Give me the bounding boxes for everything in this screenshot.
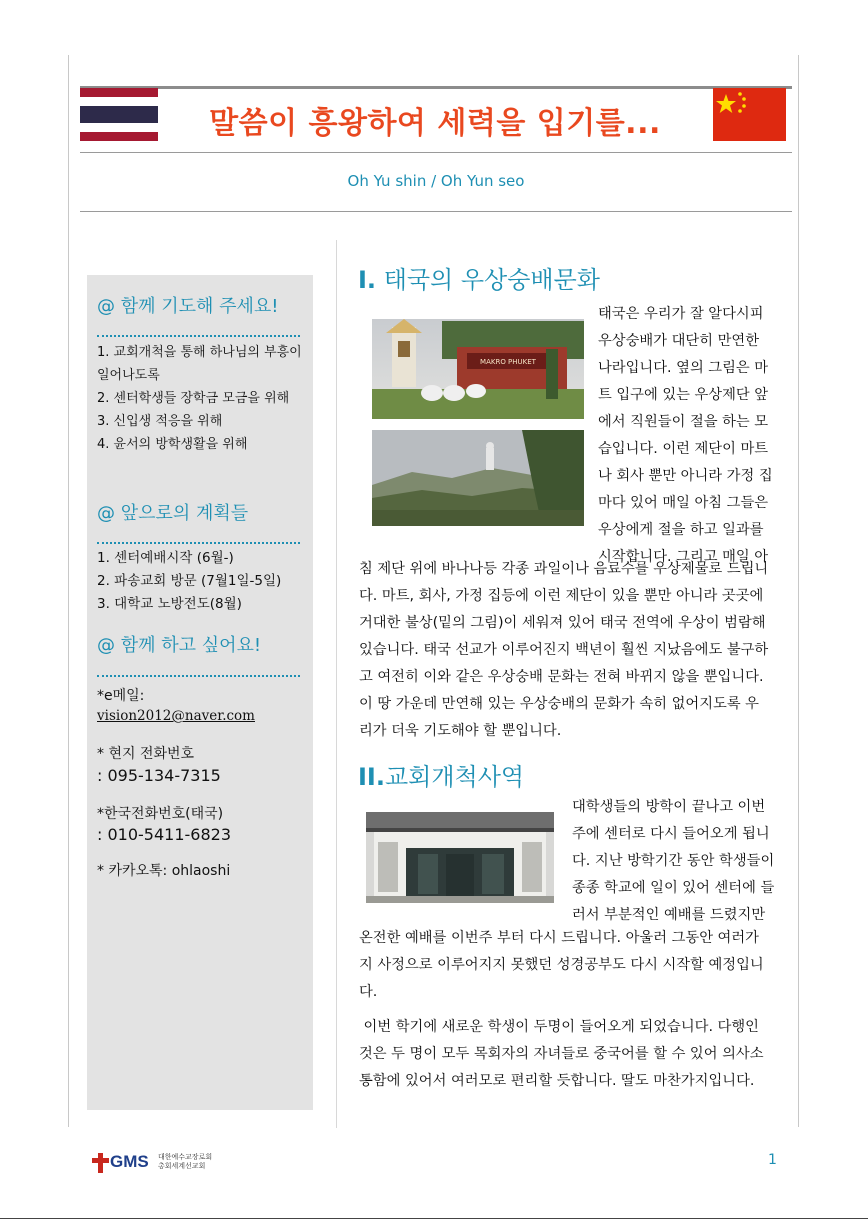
text-line: 우상숭배가 대단히 만연한 [598, 333, 760, 349]
text-line: 이 땅 가운데 만연해 있는 우상숭배의 문화가 속히 없어지도록 우 [359, 696, 759, 712]
section-2-full-paragraph [359, 925, 789, 1006]
text-line: 침 제단 위에 바나나등 각종 과일이나 음료수를 우상제물로 드립니 [359, 561, 769, 577]
gms-org-name [158, 1153, 212, 1171]
section-2-second-paragraph [359, 1014, 789, 1095]
text-line: 시작합니다. 그리고 매일 아 [598, 549, 769, 565]
text-line: 이번 학기에 새로운 학생이 두명이 들어오게 되었습니다. 다행인 [359, 1019, 759, 1035]
column-divider [336, 240, 337, 1128]
text-line: 습입니다. 이런 제단이 마트 [598, 441, 769, 457]
text-line: 태국은 우리가 잘 알다시피 [598, 306, 764, 322]
section-1-full-paragraph [359, 556, 789, 745]
author-names: Oh Yu shin / Oh Yun seo [347, 172, 525, 190]
prayer-heading: @ 함께 기도해 주세요! [97, 296, 279, 317]
buddha-landscape-photo [372, 430, 584, 526]
text-line: 나라입니다. 옆의 그림은 마 [598, 360, 769, 376]
gms-logo-text: GMS [110, 1152, 149, 1171]
header-rule [80, 152, 792, 153]
cross-icon [90, 1152, 112, 1174]
subtitle-rule [80, 211, 792, 212]
text-line: 지 사정으로 이루어지지 못했던 성경공부도 다시 시작할 예정입니 [359, 957, 764, 973]
local-phone: : 095-134-7315 [97, 766, 221, 785]
title-top-bar [80, 86, 792, 89]
text-line: 리가 더욱 기도해야 할 뿐입니다. [359, 723, 562, 739]
list-item: 2. 센터학생들 장학금 모금을 위해 [97, 391, 290, 406]
page-margin-left [68, 55, 69, 1127]
prayer-divider [97, 335, 300, 337]
text-line: 통함에 있어서 여러모로 편리할 듯합니다. 딸도 마찬가지입니다. [359, 1073, 755, 1089]
list-item: 3. 대학교 노방전도(8월) [97, 596, 242, 612]
org-line: 대한예수교장로회 [158, 1153, 213, 1161]
text-line: 다. 마트, 회사, 가정 집등에 이런 제단이 있을 뿐만 아니라 곳곳에 [359, 588, 764, 604]
korea-phone: : 010-5411-6823 [97, 825, 231, 844]
list-item: 4. 윤서의 방학생활을 위해 [97, 437, 248, 452]
list-item: 1. 센터예배시작 (6월-) [97, 550, 234, 566]
text-line: 대학생들의 방학이 끝나고 이번 [572, 799, 766, 815]
text-line: 것은 두 명이 모두 목회자의 자녀들로 중국어를 할 수 있어 의사소 [359, 1046, 764, 1062]
list-item: 3. 신입생 적응을 위해 [97, 414, 223, 429]
page-number: 1 [768, 1152, 777, 1168]
contact-heading: @ 함께 하고 싶어요! [97, 635, 262, 656]
thailand-flag-icon [80, 88, 158, 141]
section-2-number: II. [358, 763, 385, 791]
contact-divider [97, 675, 300, 677]
text-line: 마다 있어 매일 아침 그들은 [598, 495, 769, 511]
section-2-title: 교회개척사역 [384, 763, 525, 791]
text-line: 고 여전히 이와 같은 우상숭배 문화는 전혀 바뀌지 않을 뿐입니다. [359, 669, 764, 685]
plans-divider [97, 542, 300, 544]
kakao-id: * 카카오톡: ohlaoshi [97, 863, 231, 879]
prayer-list [97, 341, 305, 456]
text-line: 종종 학교에 일이 있어 센터에 들 [572, 880, 775, 896]
text-line: 나 회사 뿐만 아니라 가정 집 [598, 468, 773, 484]
text-line: 온전한 예배를 이번주 부터 다시 드립니다. 아울러 그동안 여러가 [359, 930, 759, 946]
section-2-heading [358, 757, 524, 792]
section-1-heading [358, 260, 600, 295]
text-line: 러서 부분적인 예배를 드렸지만 [572, 907, 766, 923]
mart-sign-text: MAKRO PHUKET [480, 358, 536, 366]
text-line: 거대한 불상(밑의 그림)이 세워져 있어 태국 전역에 우상이 범람해 [359, 615, 766, 631]
org-line: 총회세계선교회 [158, 1162, 206, 1170]
plans-heading: @ 앞으로의 계획들 [97, 503, 249, 524]
text-line: 다. 지난 방학기간 동안 학생들이 [572, 853, 775, 869]
text-line: 주에 센터로 다시 들어오게 됩니 [572, 826, 770, 842]
sidebar [87, 275, 313, 1110]
local-phone-label: * 현지 전화번호 [97, 746, 195, 762]
page-title: 말씀이 흥왕하여 세력을 입기를... [209, 106, 661, 141]
section-1-wrap-paragraph [598, 301, 788, 571]
gms-logo [90, 1150, 230, 1176]
list-item: 2. 파송교회 방문 (7월1일-5일) [97, 573, 282, 589]
center-building-photo [366, 812, 554, 903]
text-line: 에서 직원들이 절을 하는 모 [598, 414, 769, 430]
email-link[interactable]: vision2012@naver.com [97, 708, 255, 724]
section-2-wrap-paragraph [572, 794, 792, 929]
list-item: 1. 교회개척을 통해 하나님의 부흥이 일어나도록 [97, 345, 302, 383]
bottom-rule [0, 1218, 868, 1219]
china-flag-icon [713, 88, 786, 141]
korea-phone-label: *한국전화번호(태국) [97, 806, 224, 822]
email-label: *e메일: [97, 688, 145, 704]
page-margin-right [798, 55, 799, 1127]
text-line: 있습니다. 태국 선교가 이루어진지 백년이 훨씬 지났음에도 불구하 [359, 642, 769, 658]
text-line: 우상에게 절을 하고 일과를 [598, 522, 764, 538]
section-1-title: 태국의 우상숭배문화 [383, 266, 600, 294]
text-line: 트 입구에 있는 우상제단 앞 [598, 387, 769, 403]
section-1-number: I. [358, 266, 377, 294]
text-line: 다. [359, 984, 378, 1000]
plans-list [97, 547, 305, 616]
altar-photo [372, 319, 584, 419]
